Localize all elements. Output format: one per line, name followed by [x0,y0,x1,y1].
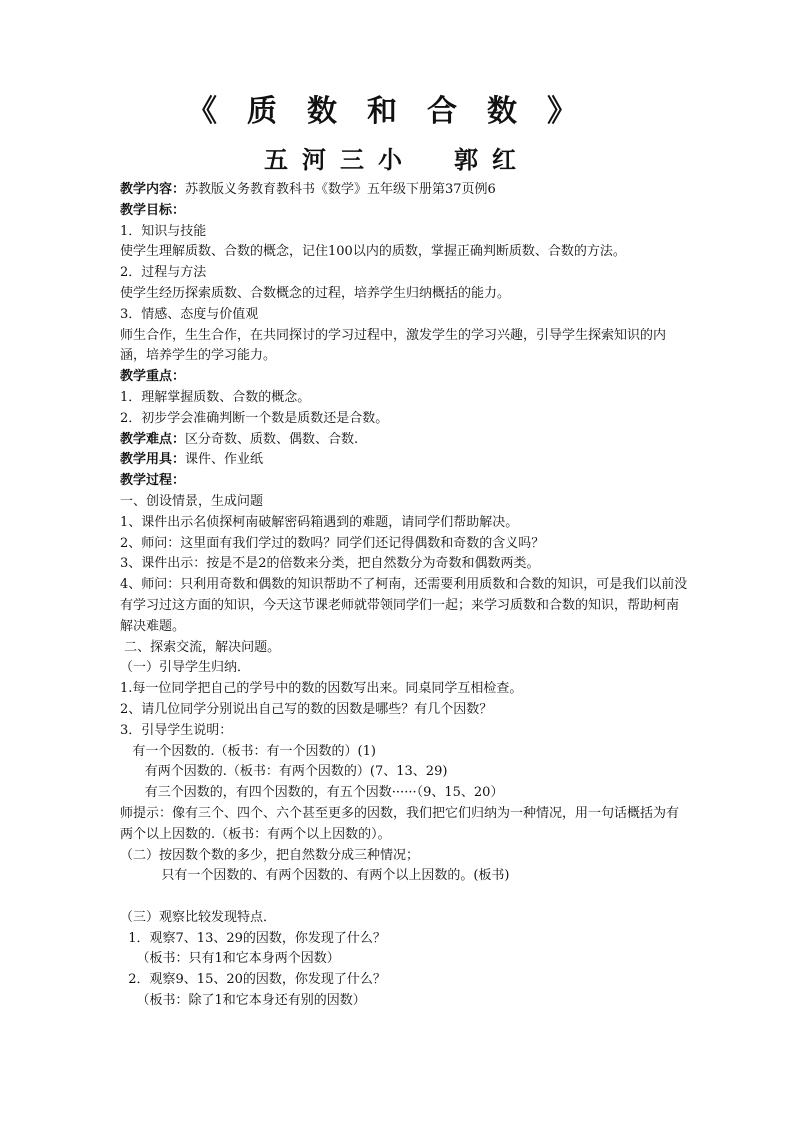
section-2-line-11: 2．观察9、15、20的因数，你发现了什么？ [120,972,386,988]
author-line: 五河三小 郭红 [264,145,530,174]
section-2-line-8: 只有一个因数的、有两个因数的、有两个以上因数的。(板书) [120,868,510,884]
section-2-part-3: （三）观察比较发现特点． [120,909,277,925]
section-2-line-6: 有三个因数的，有四个因数的，有五个因数······（9、15、20） [120,785,504,801]
section-2-title: 二、探索交流，解决问题。 [120,639,281,655]
section-1-line-2: 2、师问：这里面有我们学过的数吗？同学们还记得偶数和奇数的含义吗？ [120,535,545,551]
lesson-plan-body [120,180,690,1012]
section-1-title: 一、创设情景，生成问题 [120,493,264,509]
goal1-text: 使学生理解质数、合数的概念，记住100以内的质数，掌握正确判断质数、合数的方法。 [120,244,626,260]
section-2-line-1: 1.每一位同学把自己的学号中的数的因数写出来。同桌同学互相检查。 [120,681,523,697]
section-1-line-1: 1、课件出示名侦探柯南破解密码箱遇到的难题，请同学们帮助解决。 [120,514,519,530]
tools [120,450,690,471]
section-2-line-2: 2、请几位同学分别说出自己写的数的因数是哪些？有几个因数？ [120,701,493,717]
goals-label: 教学目标： [120,202,186,218]
section-2-line-3: 3．引导学生说明： [120,722,233,738]
blank-line [120,887,690,908]
goal3-title: 3．情感、态度与价值观 [120,306,259,322]
section-1-line-3: 3、课件出示：按是不是2的倍数来分类，把自然数分为奇数和偶数两类。 [120,556,540,572]
section-2-line-5: 有两个因数的.（板书：有两个因数的）(7、13、29) [120,764,448,780]
key-points-label: 教学重点： [120,369,186,385]
goal1-title: 1．知识与技能 [120,223,207,239]
difficulty-text: 区分奇数、质数、偶数、合数. [185,431,359,447]
section-2-line-12: （板书：除了1和它本身还有别的因数） [120,993,366,1009]
tools-text: 课件、作业纸 [185,452,264,468]
content-text: 苏教版义务教育教科书《数学》五年级下册第37页例6 [185,182,496,197]
tools-label: 教学用具： [120,452,186,468]
process-label: 教学过程： [120,473,186,489]
key-point-2: 2．初步学会准确判断一个数是质数还是合数。 [120,410,389,426]
goal2-title: 2．过程与方法 [120,265,207,281]
goal3-text: 师生合作，生生合作，在共同探讨的学习过程中，激发学生的学习兴趣，引导学生探索知识的内涵，培养学生的学习能力。 [120,327,667,364]
goal2-text: 使学生经历探索质数、合数概念的过程，培养学生归纳概括的能力。 [120,285,511,301]
section-2-line-9: 1．观察7、13、29的因数，你发现了什么？ [120,930,386,946]
teaching-content [120,180,690,201]
content-label: 教学内容： [120,182,186,197]
difficulty [120,430,690,451]
section-2-line-4: 有一个因数的.（板书：有一个因数的）(1) [120,743,376,759]
section-2-part-1: （一）引导学生归纳． [120,660,251,676]
key-point-1: 1．理解掌握质数、合数的概念。 [120,389,311,405]
section-2-line-10: （板书：只有1和它本身两个因数） [120,951,340,967]
section-2-part-2: （二）按因数个数的多少，把自然数分成三种情况； [120,847,420,863]
difficulty-label: 教学难点： [120,431,186,447]
section-2-line-7: 师提示：像有三个、四个、六个甚至更多的因数，我们把它们归纳为一种情况，用一句话概括为有两个以上因数的.（板书：有两个以上因数的）。 [120,805,680,842]
section-1-line-4: 4、师问：只利用奇数和偶数的知识帮助不了柯南，还需要利用质数和合数的知识，可是我们以前没有学习过这方面的知识，今天这节课老师就带领同学们一起；来学习质数和合数的知识，帮助柯南解决难题。 [120,577,688,634]
document-title: 《质数和合数》 [187,94,607,129]
